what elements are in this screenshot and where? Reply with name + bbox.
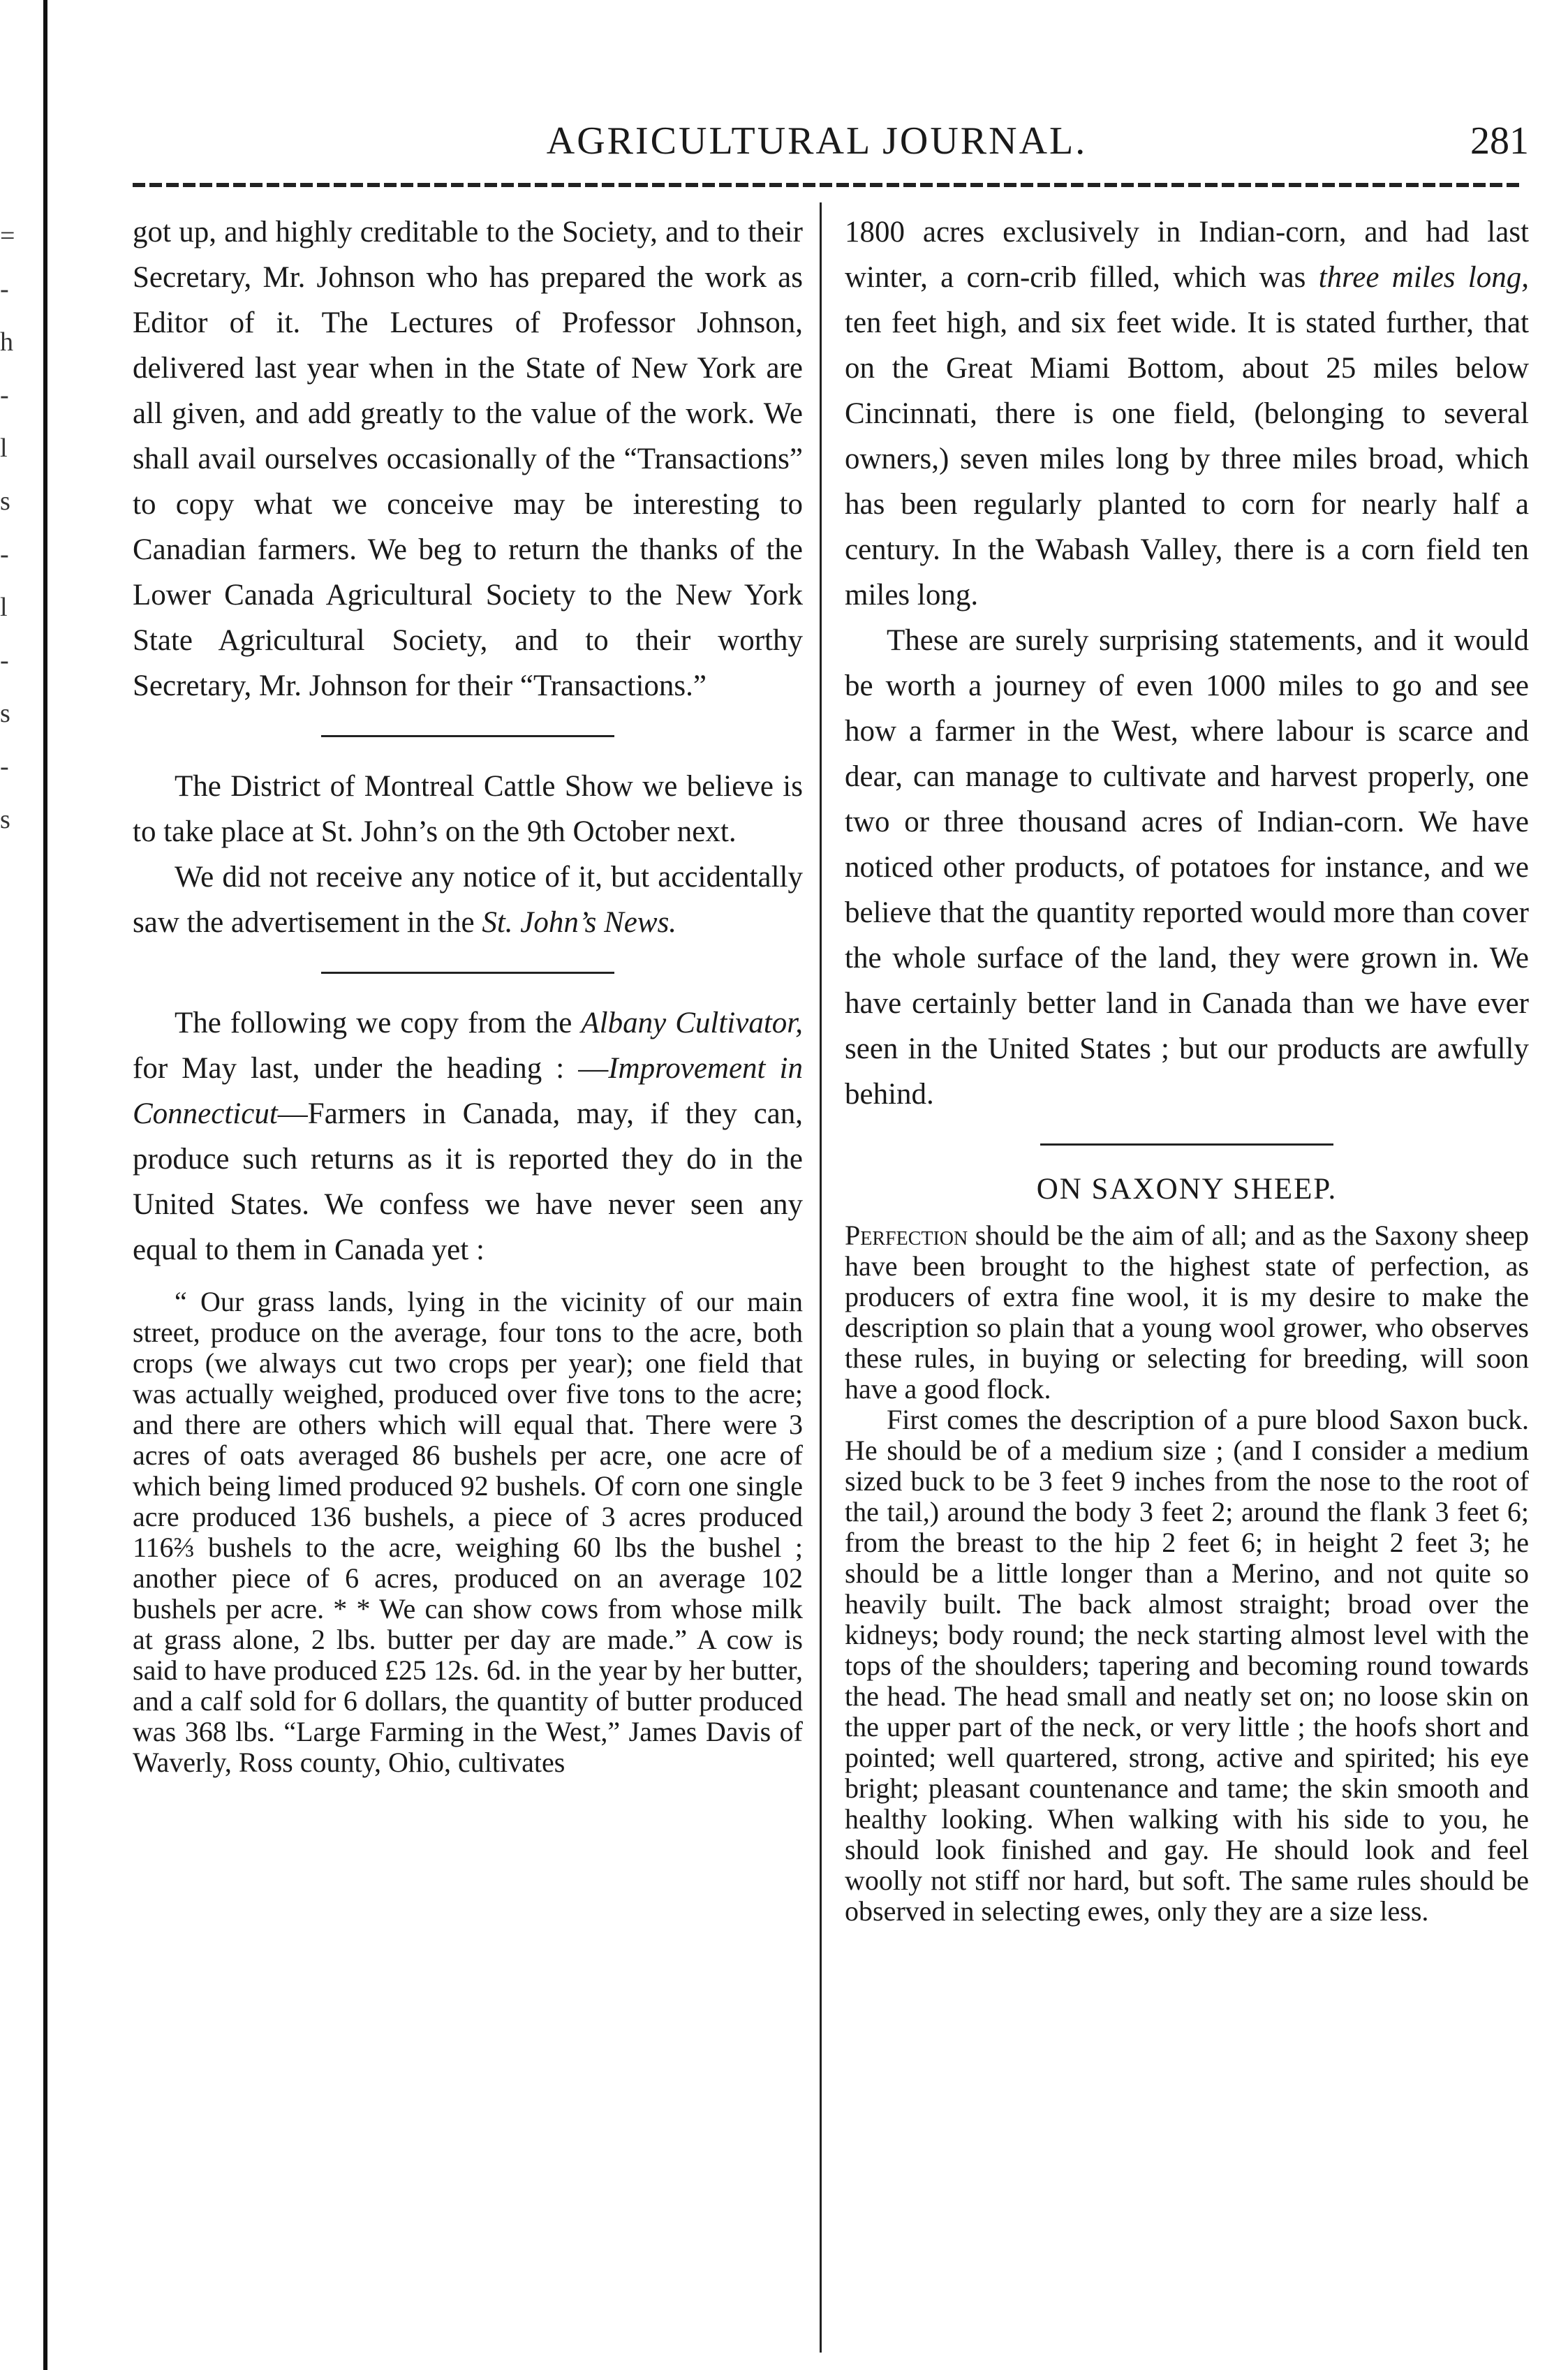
- journal-title: AGRICULTURAL JOURNAL.: [546, 119, 1088, 163]
- running-header: [91, 119, 1543, 175]
- newspaper-title: St. John’s News.: [482, 906, 677, 939]
- margin-mark: -: [0, 380, 9, 410]
- intro-text: for May last, under the heading : —: [133, 1052, 609, 1085]
- section-separator: [321, 735, 614, 737]
- column-divider: [820, 202, 822, 2353]
- margin-mark: -: [0, 752, 9, 781]
- margin-marks: [0, 209, 21, 846]
- margin-mark: s: [0, 805, 10, 834]
- header-rule: [133, 183, 1522, 187]
- margin-mark: =: [0, 221, 15, 251]
- margin-mark: -: [0, 274, 9, 304]
- margin-mark: -: [0, 540, 9, 569]
- emphasis-text: three miles long,: [1318, 261, 1530, 294]
- quoted-passage: “ Our grass lands, lying in the vicinity of our main street, produce on the average, four tons to the acre, both crops (we always cut two crops per year); one field that was actually weighed, produced over five tons to the acre; and there are others which will equal that. There were 3 acres of oats averaged 86 bushels per acre, one acre of which being limed produced 92 bushels. Of corn one single acre produced 136 bushels, a piece of 3 acres produced 116⅔ bushels to the acre, weighing 60 lbs the bushel ; another piece of 6 acres, produced on an average 102 bushels per acre. * * We can show cows from whose milk at grass alone, 2 lbs. butter per day are made.” A cow is said to have produced £25 12s. 6d. in the year by her butter, and a calf sold for 6 dollars, the quantity of butter produced was 368 lbs. “Large Farming in the West,” James Davis of Waverly, Ross county, Ohio, cultivates: [133, 1286, 803, 1778]
- periodical-title: Albany Cultivator,: [581, 1007, 804, 1039]
- paragraph-surprising-statements: These are surely surprising statements, and it would be worth a journey of even 1000 miles to go and see how a farmer in the West, where labour is scarce and dear, can manage to cultivate and harvest properly, one two or three thousand acres of Indian-corn. We have noticed other products, of potatoes for instance, and we believe that the quantity reported would more than cover the whole surface of the land, they were grown in. We have certainly better land in Canada than we have ever seen in the United States ; but our products are awfully behind.: [845, 624, 1529, 1111]
- body-text: should be the aim of all; and as the Saxony sheep have been brought to the highest state of perfection, as producers of extra fine wool, it is my desire to make the description so plain that a young wool grower, who observes these rules, in buying or selecting for breeding, will soon have a good flock.: [845, 1220, 1529, 1405]
- margin-mark: l: [0, 593, 8, 622]
- body-text: 1800 acres exclusively in Indian-corn, and had last winter, a corn-crib filled, which was: [845, 216, 1529, 294]
- margin-mark: h: [0, 327, 13, 357]
- margin-mark: s: [0, 487, 10, 516]
- page-number: 281: [1470, 119, 1529, 163]
- paragraph-transactions: got up, and highly creditable to the Society, and to their Secretary, Mr. Johnson who has prepared the work as Editor of it. The Lectures of Professor Johnson, delivered last year when in the State of New York are all given, and add greatly to the value of the work. We shall avail ourselves occasionally of the “Transactions” to copy what we conceive may be interesting to Canadian farmers. We beg to return the thanks of the Lower Canada Agricultural Society to the New York State Agricultural Society, and to their worthy Secretary, Mr. Johnson for their “Transactions.”: [133, 216, 803, 702]
- lead-word: Perfection: [845, 1220, 968, 1251]
- article-heading: Improvement in Connecticut: [133, 1052, 803, 1130]
- margin-mark: s: [0, 699, 10, 728]
- paragraph-albany-intro: [133, 1000, 803, 1273]
- notice-text: We did not receive any notice of it, but accidentally saw the advertisement in the: [133, 861, 803, 939]
- paragraph-corn-crib: [845, 209, 1529, 618]
- intro-text: —Farmers in Canada, may, if they can, produce such returns as it is reported they do in the United States. We confess we have never seen any equal to them in Canada yet :: [133, 1097, 803, 1266]
- left-column: [133, 209, 803, 1778]
- page-edge-rule: [43, 0, 47, 2370]
- right-column: [845, 209, 1529, 1927]
- paragraph-saxon-buck: First comes the description of a pure blood Saxon buck. He should be of a medium size ; (and I consider a medium sized buck to be 3 feet 9 inches from the nose to the root of the tail,) around the body 3 feet 2; around the flank 3 feet 6; from the breast to the hip 2 feet 6; in height 2 feet 3; he should be a little longer than a Merino, and not quite so heavily built. The back almost straight; broad over the kidneys; body round; the neck starting almost level with the tops of the shoulders; tapering and becoming round towards the head. The head small and neatly set on; no loose skin on the upper part of the neck, or very little ; the hoofs short and pointed; well quartered, strong, active and spirited; his eye bright; pleasant countenance and tame; the skin smooth and healthy looking. When walking with his side to you, he should look finished and gay. He should look and feel woolly not stiff nor hard, but soft. The same rules should be observed in selecting ewes, only they are a size less.: [845, 1404, 1529, 1927]
- section-separator: [321, 972, 614, 974]
- paragraph-perfection: [845, 1220, 1529, 1405]
- paragraph-cattle-show: The District of Montreal Cattle Show we believe is to take place at St. John’s on the 9th October next.: [133, 770, 803, 848]
- section-separator: [1040, 1143, 1333, 1146]
- section-heading: ON SAXONY SHEEP.: [1036, 1173, 1338, 1206]
- margin-mark: l: [0, 434, 8, 463]
- body-text: ten feet high, and six feet wide. It is stated further, that on the Great Miami Bottom, about 25 miles below Cincinnati, there is one field, (belonging to several owners,) seven miles long by three miles broad, which has been regularly planted to corn for nearly half a century. In the Wabash Valley, there is a corn field ten miles long.: [845, 306, 1529, 612]
- intro-text: The following we copy from the: [175, 1007, 582, 1039]
- margin-mark: -: [0, 646, 9, 675]
- paragraph-notice: [133, 854, 803, 945]
